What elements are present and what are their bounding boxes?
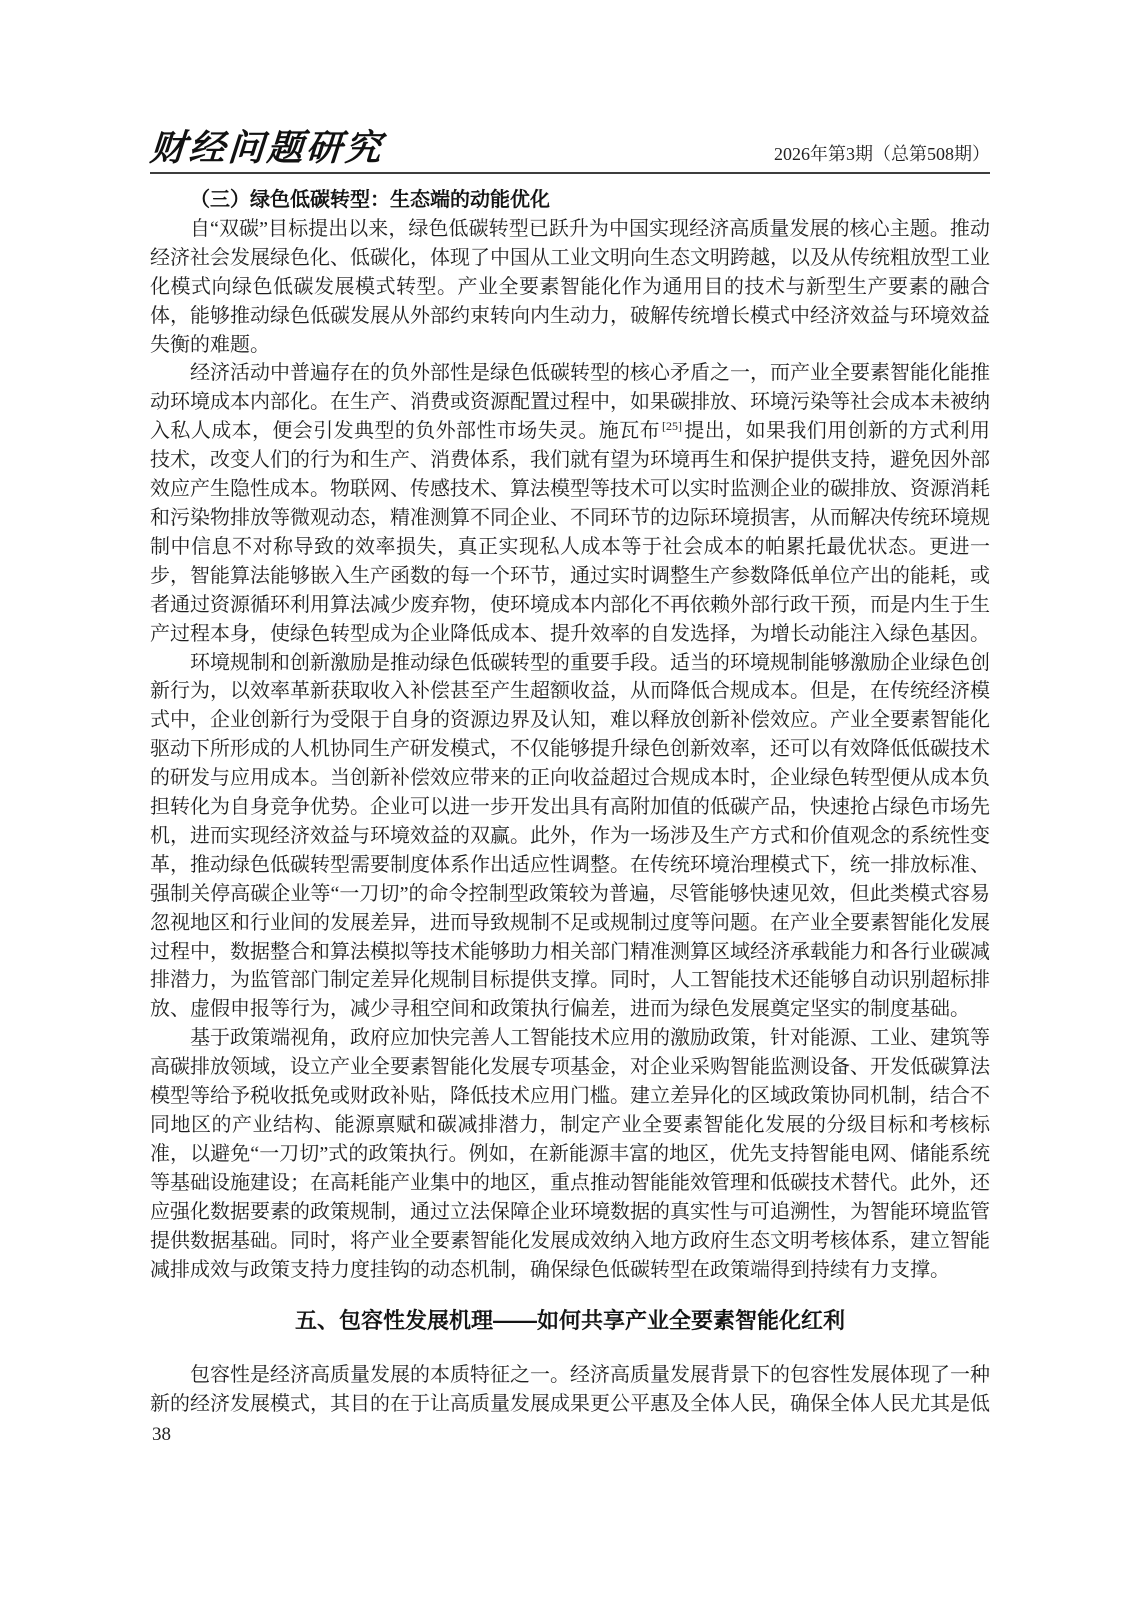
- paragraph-2-text-pre: 经济活动中普遍存在的负外部性是绿色低碳转型的核心矛盾之一，而产业全要素智能化能推动环境成本内部化。在生产、消费或资源配置过程中，如果碳排放、环境污染等社会成本未被纳入私人成本，便会引发典型的负外部性市场失灵。施瓦布: [150, 362, 990, 443]
- page-number: 38: [152, 1424, 171, 1445]
- journal-logo: 财经问题研究: [148, 128, 386, 168]
- header-rule: [150, 172, 990, 174]
- paragraph-3: 环境规制和创新激励是推动绿色低碳转型的重要手段。适当的环境规制能够激励企业绿色创新行为，以效率革新获取收入补偿甚至产生超额收益，从而降低合规成本。但是，在传统经济模式中，企业创新行为受限于自身的资源边界及认知，难以释放创新补偿效应。产业全要素智能化驱动下所形成的人机协同生产研发模式，不仅能够提升绿色创新效率，还可以有效降低低碳技术的研发与应用成本。当创新补偿效应带来的正向收益超过合规成本时，企业绿色转型便从成本负担转化为自身竞争优势。企业可以进一步开发出具有高附加值的低碳产品，快速抢占绿色市场先机，进而实现经济效益与环境效益的双赢。此外，作为一场涉及生产方式和价值观念的系统性变革，推动绿色低碳转型需要制度体系作出适应性调整。在传统环境治理模式下，统一排放标准、强制关停高碳企业等“一刀切”的命令控制型政策较为普遍，尽管能够快速见效，但此类模式容易忽视地区和行业间的发展差异，进而导致规制不足或规制过度等问题。在产业全要素智能化发展过程中，数据整合和算法模拟等技术能够助力相关部门精准测算区域经济承载能力和各行业碳减排潜力，为监管部门制定差异化规制目标提供支撑。同时，人工智能技术还能够自动识别超标排放、虚假申报等行为，减少寻租空间和政策执行偏差，进而为绿色发展奠定坚实的制度基础。: [150, 651, 990, 1021]
- paragraph-5: 包容性是经济高质量发展的本质特征之一。经济高质量发展背景下的包容性发展体现了一种新的经济发展模式，其目的在于让高质量发展成果更公平惠及全体人民，确保全体人民尤其是低: [150, 1364, 990, 1416]
- paragraph-2: [150, 359, 990, 648]
- paragraph-4: 基于政策端视角，政府应加快完善人工智能技术应用的激励政策，针对能源、工业、建筑等高碳排放领域，设立产业全要素智能化发展专项基金，对企业采购智能监测设备、开发低碳算法模型等给予税收抵免或财政补贴，降低技术应用门槛。建立差异化的区域政策协同机制，结合不同地区的产业结构、能源禀赋和碳减排潜力，制定产业全要素智能化发展的分级目标和考核标准，以避免“一刀切”式的政策执行。例如，在新能源丰富的地区，优先支持智能电网、储能系统等基础设施建设；在高耗能产业集中的地区，重点推动智能能效管理和低碳技术替代。此外，还应强化数据要素的政策规制，通过立法保障企业环境数据的真实性与可追溯性，为智能环境监管提供数据基础。同时，将产业全要素智能化发展成效纳入地方政府生态文明考核体系，建立智能减排成效与政策支持力度挂钩的动态机制，确保绿色低碳转型在政策端得到持续有力支撑。: [150, 1027, 990, 1281]
- citation-marker-25: [25]: [662, 418, 682, 433]
- article-body: [150, 186, 990, 1419]
- section-heading-inclusive-development: 五、包容性发展机理——如何共享产业全要素智能化红利: [294, 1308, 845, 1334]
- page-header: [150, 130, 990, 166]
- subsection-heading-green-transition: （三）绿色低碳转型：生态端的动能优化: [190, 189, 550, 211]
- issue-info: 2026年第3期（总第508期）: [774, 144, 990, 164]
- paragraph-2-text-post: 提出，如果我们用创新的方式利用技术，改变人们的行为和生产、消费体系，我们就有望为环境再生和保护提供支持，避免因外部效应产生隐性成本。物联网、传感技术、算法模型等技术可以实时监测企业的碳排放、资源消耗和污染物排放等微观动态，精准测算不同企业、不同环节的边际环境损害，从而解决传统环境规制中信息不对称导致的效率损失，真正实现私人成本等于社会成本的帕累托最优状态。更进一步，智能算法能够嵌入生产函数的每一个环节，通过实时调整生产参数降低单位产出的能耗，或者通过资源循环利用算法减少废弃物，使环境成本内部化不再依赖外部行政干预，而是内生于生产过程本身，使绿色转型成为企业降低成本、提升效率的自发选择，为增长动能注入绿色基因。: [150, 420, 990, 645]
- paragraph-1: 自“双碳”目标提出以来，绿色低碳转型已跃升为中国实现经济高质量发展的核心主题。推动经济社会发展绿色化、低碳化，体现了中国从工业文明向生态文明跨越，以及从传统粗放型工业化模式向绿色低碳发展模式转型。产业全要素智能化作为通用目的技术与新型生产要素的融合体，能够推动绿色低碳发展从外部约束转向内生动力，破解传统增长模式中经济效益与环境效益失衡的难题。: [150, 217, 990, 356]
